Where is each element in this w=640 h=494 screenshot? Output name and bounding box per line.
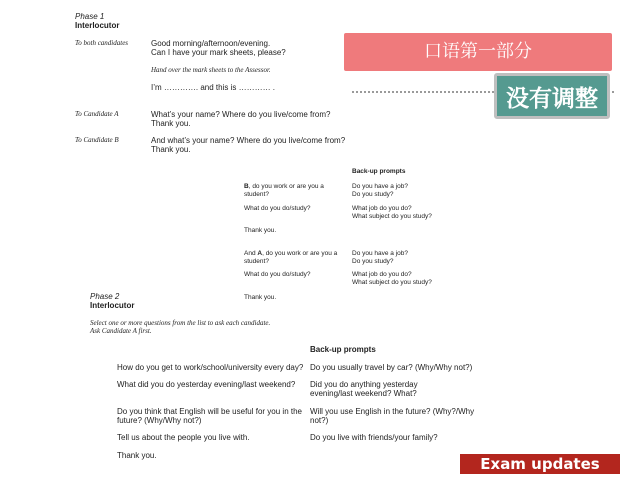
block2-question-1: [244, 250, 340, 265]
candidate-b-name: B: [244, 183, 249, 190]
block1-thanks: Thank you.: [244, 227, 277, 234]
phase2-question-3: Do you think that English will be useful for you in the future? (Why/Why not?): [117, 407, 302, 425]
block1-question-2: What do you do/study?: [244, 205, 311, 212]
to-candidate-a-label: To Candidate A: [75, 110, 119, 118]
phase2-prompt-2: Did you do anything yesterday evening/last weekend? What?: [310, 380, 418, 398]
phase2-instruction: Select one or more questions from the list to ask each candidate. Ask Candidate A first.: [90, 319, 271, 335]
intro-text: I’m …………. and this is ………… .: [151, 83, 276, 92]
phase2-prompt-4: Do you live with friends/your family?: [310, 433, 438, 442]
phase1-heading: Phase 1: [75, 12, 105, 21]
phase1-role: Interlocutor: [75, 21, 120, 30]
to-both-label: To both candidates: [75, 39, 129, 47]
section-title-banner: 口语第一部分: [344, 33, 612, 71]
to-candidate-b-label: To Candidate B: [75, 136, 119, 144]
greeting-text: Good morning/afternoon/evening. Can I have your mark sheets, please?: [151, 39, 286, 57]
candidate-a-name: A: [257, 250, 263, 257]
phase2-backup-heading: Back-up prompts: [310, 345, 376, 354]
block1-question-1: [244, 183, 340, 198]
block2-question-1-rest: , do you work or are you a student?: [244, 250, 338, 265]
phase2-question-1: How do you get to work/school/university every day?: [117, 363, 304, 372]
block2-prompt-1: Do you have a job? Do you study?: [352, 250, 409, 265]
block2-question-2: What do you do/study?: [244, 271, 311, 278]
to-candidate-a-text: What’s your name? Where do you live/come from? Thank you.: [151, 110, 331, 128]
phase2-question-2: What did you do yesterday evening/last weekend?: [117, 380, 296, 389]
phase2-question-4: Tell us about the people you live with.: [117, 433, 250, 442]
block2-question-1-pre: And: [244, 250, 258, 257]
phase1-backup-heading: Back-up prompts: [352, 168, 406, 175]
phase2-thanks: Thank you.: [117, 451, 157, 460]
block2-prompt-2: What job do you do? What subject do you study?: [352, 271, 432, 286]
phase2-prompt-1: Do you usually travel by car? (Why/Why not?): [310, 363, 473, 372]
phase2-role: Interlocutor: [90, 301, 135, 310]
phase2-prompt-3: Will you use English in the future? (Why?/Why not?): [310, 407, 475, 425]
block2-thanks: Thank you.: [244, 294, 277, 301]
exam-updates-badge: Exam updates 2020: [460, 454, 620, 474]
block1-question-1-rest: , do you work or are you a student?: [244, 183, 324, 198]
to-candidate-b-text: And what’s your name? Where do you live/come from? Thank you.: [151, 136, 346, 154]
block1-prompt-2: What job do you do? What subject do you study?: [352, 205, 432, 220]
no-change-badge: 没有调整: [494, 73, 610, 119]
block1-prompt-1: Do you have a job? Do you study?: [352, 183, 409, 198]
phase2-heading: Phase 2: [90, 292, 120, 301]
hand-over-instruction: Hand over the mark sheets to the Assessor.: [151, 66, 271, 74]
